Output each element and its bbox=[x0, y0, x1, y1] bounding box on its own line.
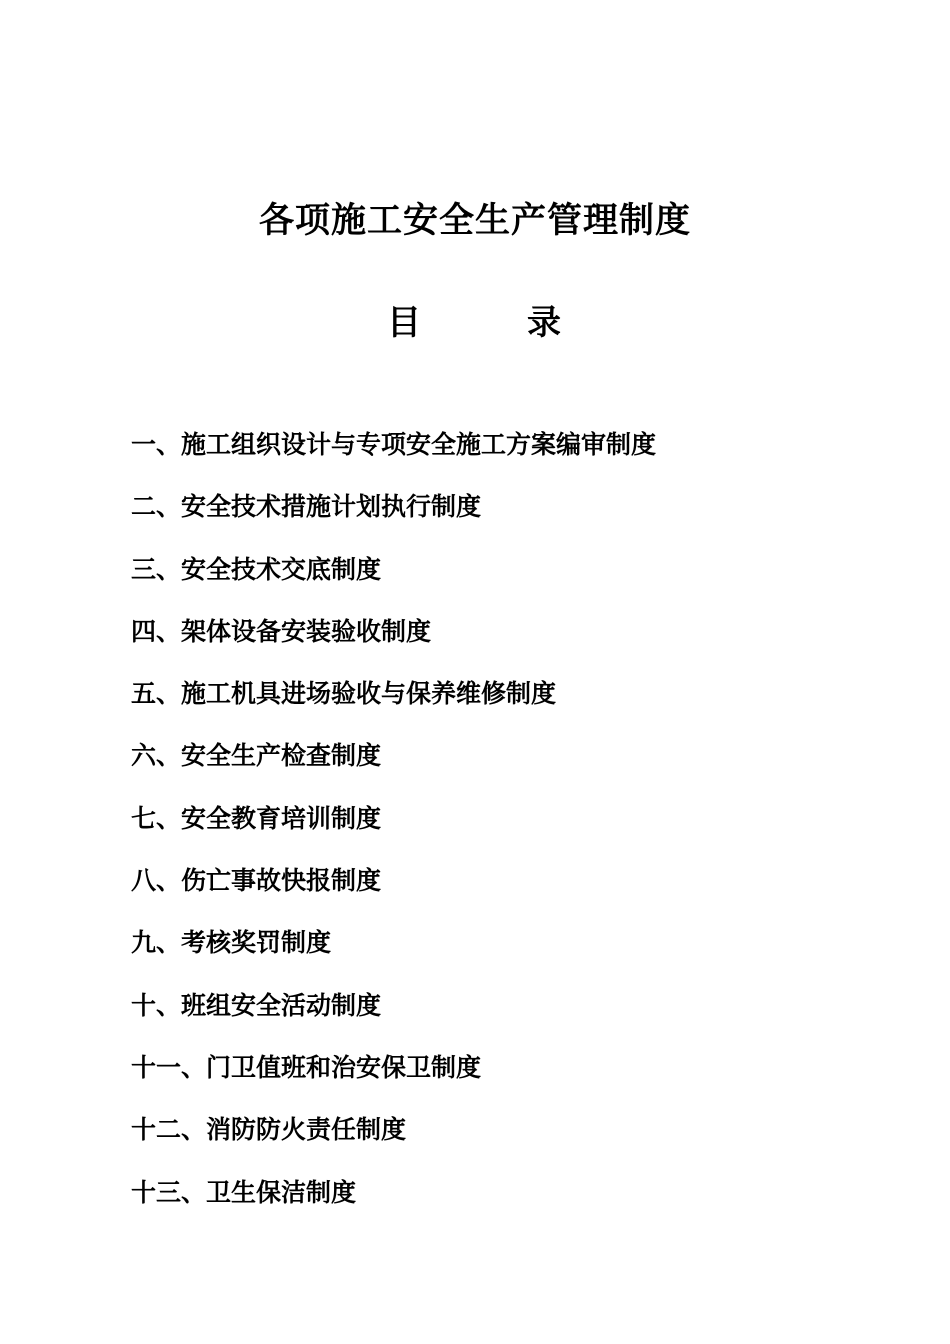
toc-item: 三、安全技术交底制度 bbox=[131, 554, 382, 584]
document-title: 各项施工安全生产管理制度 bbox=[258, 201, 691, 241]
toc-item: 五、施工机具进场验收与保养维修制度 bbox=[131, 679, 557, 709]
toc-item: 九、考核奖罚制度 bbox=[131, 928, 332, 958]
toc-item: 十、班组安全活动制度 bbox=[131, 990, 382, 1020]
toc-heading bbox=[0, 298, 950, 348]
toc-item: 四、架体设备安装验收制度 bbox=[131, 616, 432, 646]
toc-item: 十三、卫生保洁制度 bbox=[131, 1177, 357, 1207]
toc-item: 七、安全教育培训制度 bbox=[131, 803, 382, 833]
toc-item: 六、安全生产检查制度 bbox=[131, 741, 382, 771]
toc-item: 十二、消防防火责任制度 bbox=[131, 1115, 407, 1145]
toc-item: 一、施工组织设计与专项安全施工方案编审制度 bbox=[131, 430, 657, 459]
toc-heading-char-1: 目 bbox=[387, 303, 421, 343]
toc-list bbox=[131, 423, 891, 1233]
toc-item: 八、伤亡事故快报制度 bbox=[131, 866, 382, 896]
toc-item: 十一、门卫值班和治安保卫制度 bbox=[131, 1052, 482, 1082]
toc-item: 二、安全技术措施计划执行制度 bbox=[131, 492, 482, 522]
toc-heading-char-2: 录 bbox=[527, 303, 561, 343]
